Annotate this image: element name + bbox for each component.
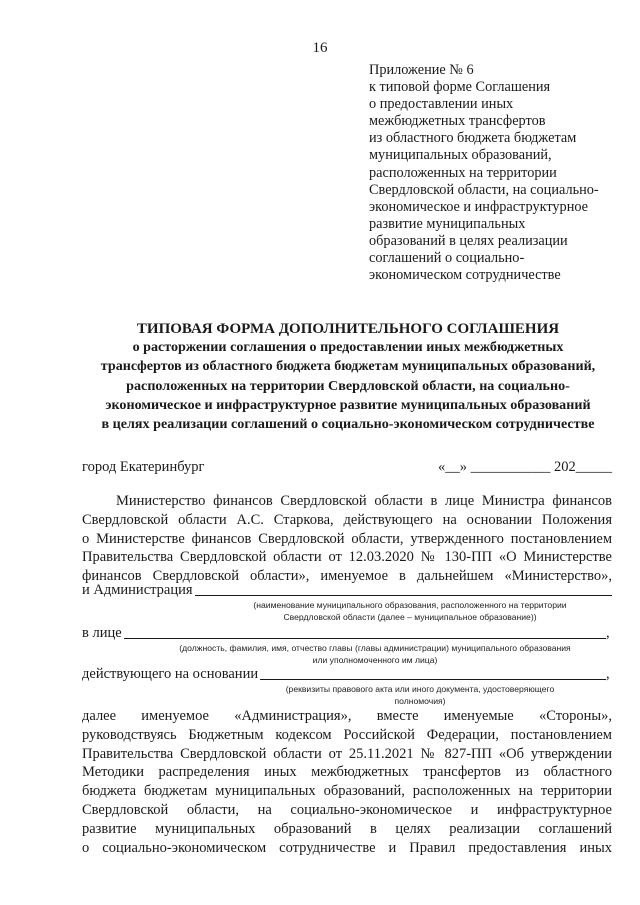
paragraph-line: руководствуясь Бюджетным кодексом Российской Федерации, постановлением (82, 726, 612, 743)
subtitle-line: трансфертов из областного бюджета бюджетам муниципальных образований, (100, 358, 596, 375)
appendix-line: развитие муниципальных (369, 215, 526, 232)
appendix-line: образований в целях реализации (369, 232, 568, 249)
acting-basis-hint (230, 684, 610, 707)
acting-basis-field[interactable] (82, 664, 612, 683)
city-label: город Екатеринбург (82, 459, 205, 475)
administration-field[interactable] (82, 580, 612, 599)
paragraph-line: Методики распределения иных межбюджетных трансфертов из областного (82, 764, 612, 781)
subtitle-line: о расторжении соглашения о предоставлении иных межбюджетных (132, 339, 564, 355)
appendix-line: Приложение № 6 (369, 62, 474, 78)
paragraph-line: Министерство финансов Свердловской области в лице Министра финансов (116, 493, 612, 509)
paragraph-line: Правительства Свердловской области от 12.03.2020 № 130-ПП «О Министерстве (82, 549, 612, 566)
intro-paragraph (82, 492, 612, 586)
paragraph-line: о Министерстве финансов Свердловской области, утвержденного постановлением (82, 530, 612, 547)
title-main: ТИПОВАЯ ФОРМА ДОПОЛНИТЕЛЬНОГО СОГЛАШЕНИЯ (136, 321, 560, 337)
appendix-line: Свердловской области, на социально- (369, 181, 599, 198)
paragraph-line: Правительства Свердловской области от 25.11.2021 № 827-ПП «Об утверждении (82, 745, 612, 762)
paragraph-line: далее именуемое «Администрация», вместе именуемые «Стороны», (82, 708, 612, 724)
subtitle-line: в целях реализации соглашений о социально-экономическом сотрудничестве (101, 416, 595, 433)
appendix-line: межбюджетных трансфертов (369, 113, 546, 130)
place-date-row (82, 459, 612, 477)
administration-label: и Администрация (82, 582, 193, 598)
paragraph-line: бюджета бюджетам муниципальных образований, расположенных на территории (82, 783, 612, 800)
paragraph-line: Свердловской области, на социально-экономическое и инфраструктурное (82, 801, 612, 818)
subtitle-line: расположенных на территории Свердловской области, на социально- (126, 377, 570, 394)
hint-line: (реквизиты правового акта или иного документа, удостоверяющего (285, 684, 555, 694)
date-field: «__» ___________ 202_____ (438, 459, 612, 475)
appendix-line: муниципальных образований, (369, 147, 552, 164)
represented-by-blank-line[interactable] (124, 624, 606, 639)
appendix-line: экономическое и инфраструктурное (369, 198, 589, 215)
acting-basis-blank-line[interactable] (260, 665, 606, 680)
represented-by-hint (130, 643, 620, 666)
administration-hint (200, 600, 620, 623)
paragraph-line: о социально-экономическом сотрудничестве и Правил предоставления иных (82, 839, 612, 856)
appendix-line: к типовой форме Соглашения (369, 79, 551, 96)
title-subtitle (78, 338, 618, 434)
body-paragraph (82, 707, 612, 857)
appendix-header (369, 62, 629, 284)
appendix-line: из областного бюджета бюджетам (369, 130, 577, 147)
subtitle-line: экономическое и инфраструктурное развитие муниципальных образований (105, 396, 591, 413)
acting-basis-label: действующего на основании (82, 666, 259, 682)
hint-line: полномочия) (394, 695, 446, 706)
hint-line: (наименование муниципального образования, расположенного на территории (253, 600, 567, 610)
page-number: 16 (312, 40, 328, 56)
appendix-line: соглашений о социально- (369, 250, 525, 267)
appendix-line: о предоставлении иных (369, 96, 514, 113)
hint-line: (должность, фамилия, имя, отчество главы (главы администрации) муниципального образования (179, 643, 571, 653)
acting-basis-comma: , (606, 666, 610, 682)
paragraph-line: Свердловской области А.С. Старкова, действующего на основании Положения (82, 511, 612, 528)
represented-by-comma: , (606, 625, 610, 641)
represented-by-field[interactable] (82, 623, 612, 642)
represented-by-label: в лице (82, 625, 122, 641)
administration-blank-line[interactable] (195, 581, 612, 596)
hint-line: Свердловской области (далее – муниципальное образование)) (283, 611, 537, 622)
hint-line: или уполномоченного им лица) (312, 654, 438, 665)
document-title (78, 320, 618, 434)
appendix-line: экономическом сотрудничестве (369, 267, 561, 284)
paragraph-line: финансов Свердловской области», именуемое в дальнейшем «Министерство», (82, 568, 612, 585)
appendix-line: расположенных на территории (369, 164, 557, 181)
paragraph-line: развитие муниципальных образований в целях реализации соглашений (82, 820, 612, 837)
